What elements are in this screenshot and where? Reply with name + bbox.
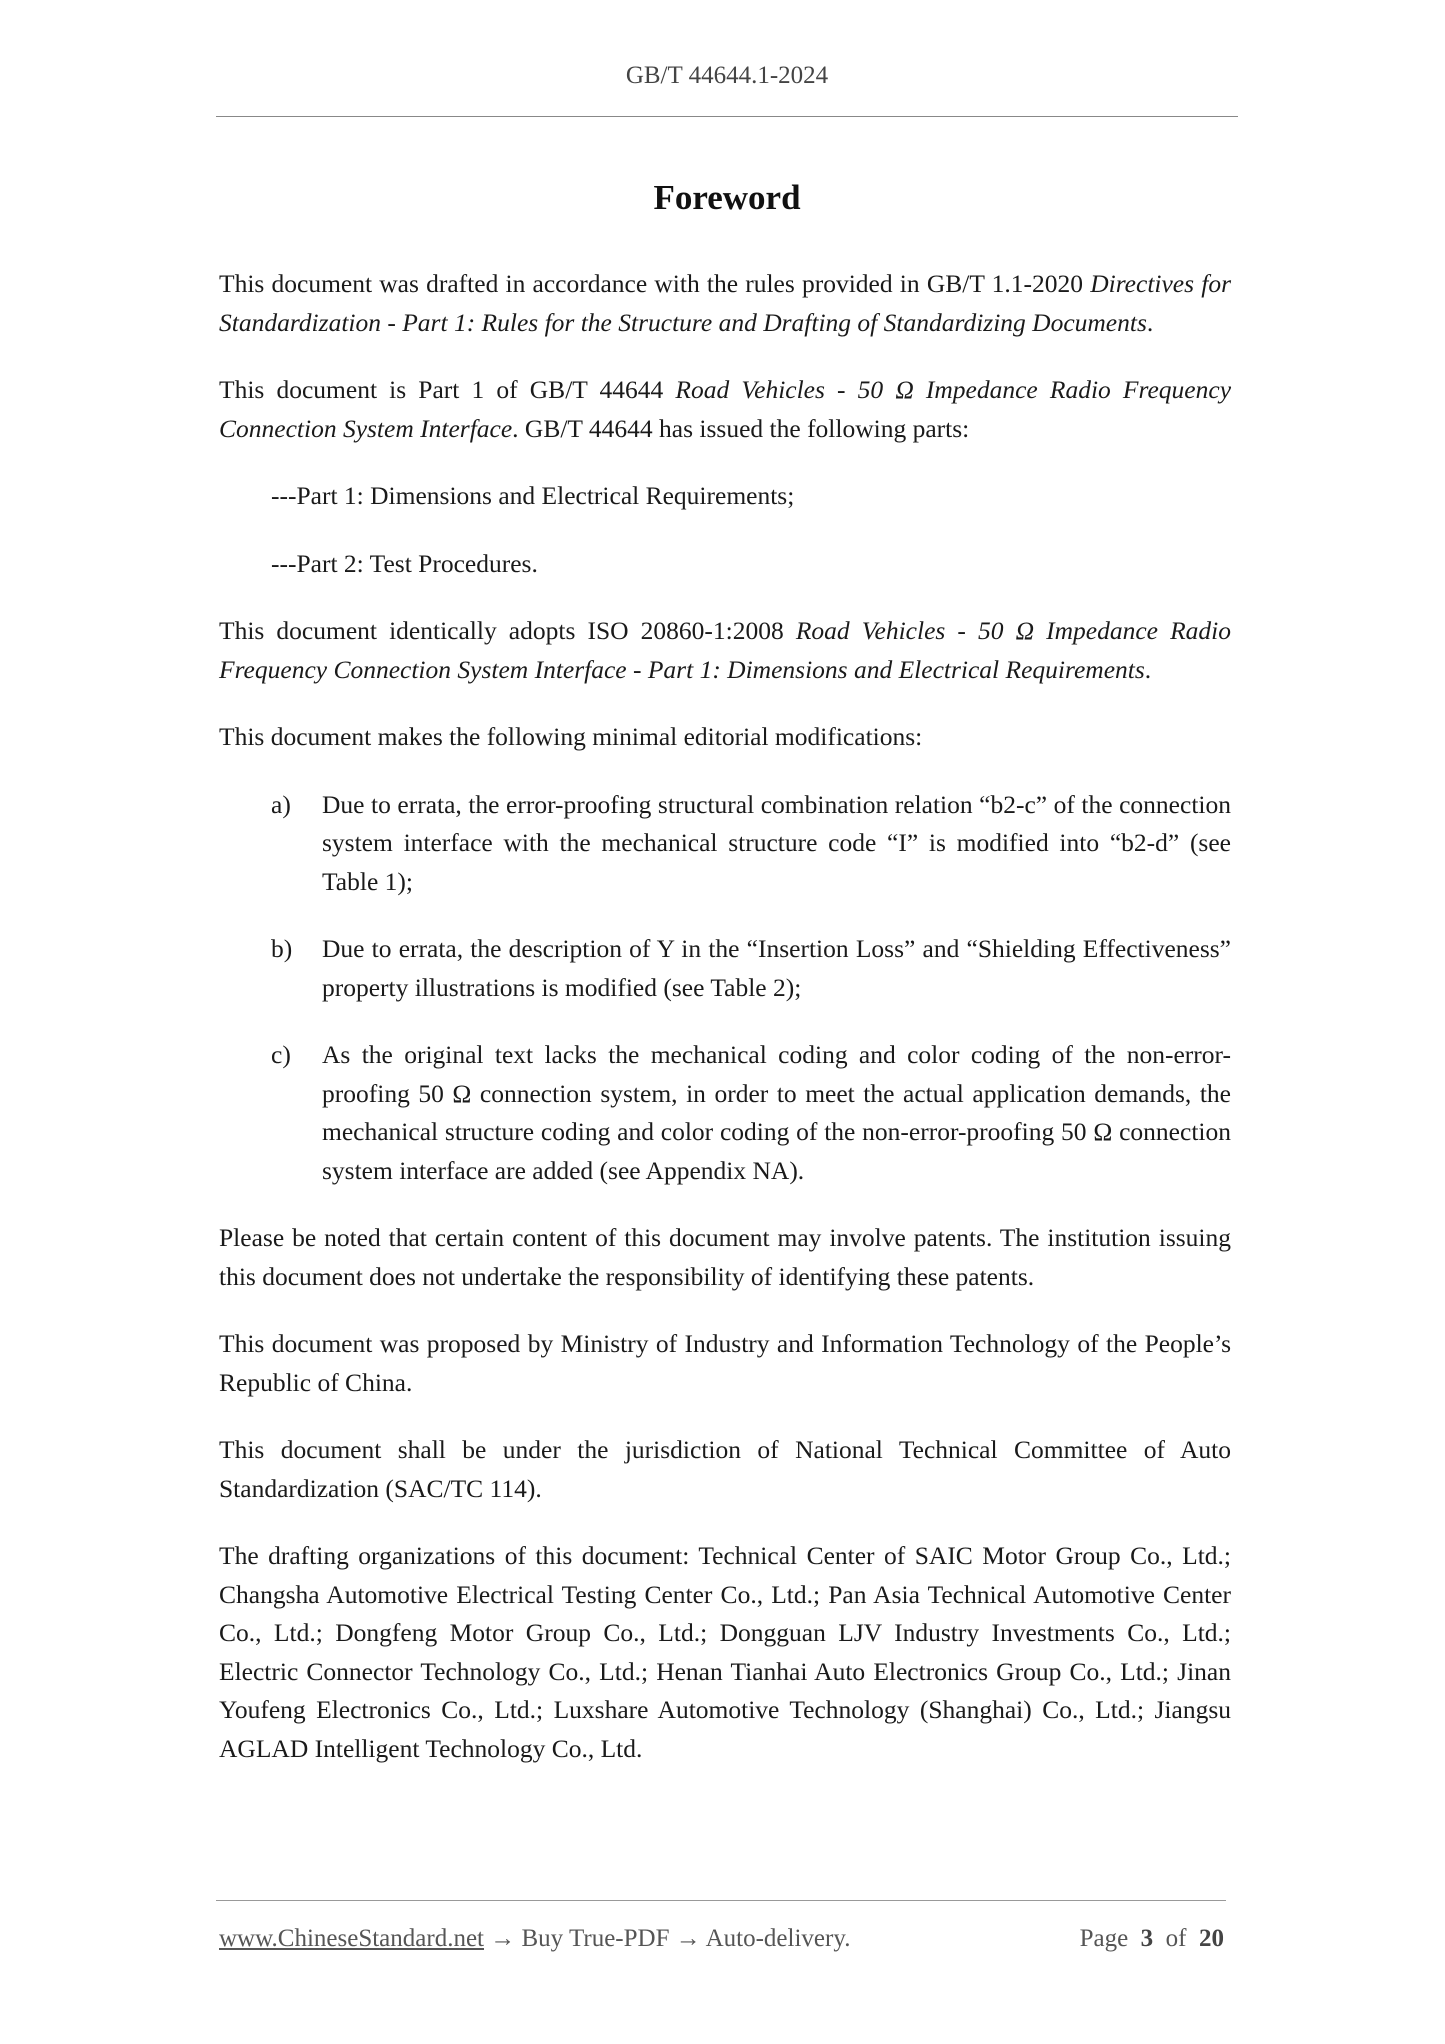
list-label: c) [271,1040,291,1069]
buy-text: Buy True-PDF [521,1925,670,1952]
cited-title: Road Vehicles - 50 Ω Impedance Radio Frequency Connection System Interface [219,375,1232,443]
part-list-item: ---Part 2: Test Procedures. [271,548,538,578]
paragraph-adoption: This document identically adopts ISO 20860-1:2008 Road Vehicles - 50 Ω Impedance Radio Frequency Connection System Interface - Part 1: Dimensions and Electrical Requirements. [219,616,1232,684]
paragraph-drafting-rules: This document was drafted in accordance with the rules provided in GB/T 1.1-2020 Directives for Standardization - Part 1: Rules for the Structure and Drafting of Standardizing Documents. [219,269,1231,337]
part-list-item: ---Part 1: Dimensions and Electrical Requirements; [271,481,795,510]
list-label: a) [271,789,291,819]
list-label: b) [271,934,293,963]
paragraph-proposed-by: This document was proposed by Ministry of Industry and Information Technology of the People’s Republic of China. [219,1329,1231,1397]
paragraph-modifications-intro: This document makes the following minimal editorial modifications: [219,722,923,751]
header-divider [216,116,1238,117]
footer-divider [216,1900,1226,1901]
cited-title: Road Vehicles - 50 Ω Impedance Radio Frequency Connection System Interface - Part 1: Dimensions and Electrical Requirements [219,616,1232,684]
cited-title: Directives for Standardization - Part 1: Rules for the Structure and Drafting of Standardizing Documents [219,269,1231,337]
arrow-icon: → [490,1925,516,1952]
modification-item: a) Due to errata, the error-proofing structural combination relation “b2-c” of the connection system interface with the mechanical structure code “I” is modified into “b2-d” (see Table 1); [219,786,1231,902]
page-number: Page 3 of 20 [1079,1925,1224,1952]
modification-item: b) Due to errata, the description of Y in the “Insertion Loss” and “Shielding Effectiveness” property illustrations is modified (see Table 2); [219,930,1231,1007]
page-title: Foreword [653,178,801,217]
paragraph-part-info: This document is Part 1 of GB/T 44644 Road Vehicles - 50 Ω Impedance Radio Frequency Connection System Interface. GB/T 44644 has issued the following parts: [219,375,1232,443]
running-header: GB/T 44644.1-2024 [625,62,829,89]
page-footer [219,1925,1224,1953]
modification-item: c) As the original text lacks the mechanical coding and color coding of the non-error-proofing 50 Ω connection system, in order to meet the actual application demands, the mechanical structure coding and color coding of the non-error-proofing 50 Ω connection system interface are added (see Appendix NA). [219,1036,1231,1190]
paragraph-jurisdiction: This document shall be under the jurisdiction of National Technical Committee of Auto Standardization (SAC/TC 114). [219,1435,1231,1503]
document-body [219,265,1231,1768]
paragraph-drafting-organizations: The drafting organizations of this document: Technical Center of SAIC Motor Group Co., Ltd.; Changsha Automotive Electrical Testing Center Co., Ltd.; Pan Asia Technical Automotive Center Co., Ltd.; Dongfeng Motor Group Co., Ltd.; Dongguan LJV Industry Investments Co., Ltd.; Electric Connector Technology Co., Ltd.; Henan Tianhai Auto Electronics Group Co., Ltd.; Jinan Youfeng Electronics Co., Ltd.; Luxshare Automotive Technology (Shanghai) Co., Ltd.; Jiangsu AGLAD Intelligent Technology Co., Ltd. [219,1541,1231,1763]
paragraph-patents: Please be noted that certain content of this document may involve patents. The institution issuing this document does not undertake the responsibility of identifying these patents. [219,1223,1231,1291]
website-link[interactable]: www.ChineseStandard.net [219,1925,484,1952]
arrow-icon: → [675,1925,701,1952]
delivery-text: Auto-delivery. [705,1925,851,1952]
